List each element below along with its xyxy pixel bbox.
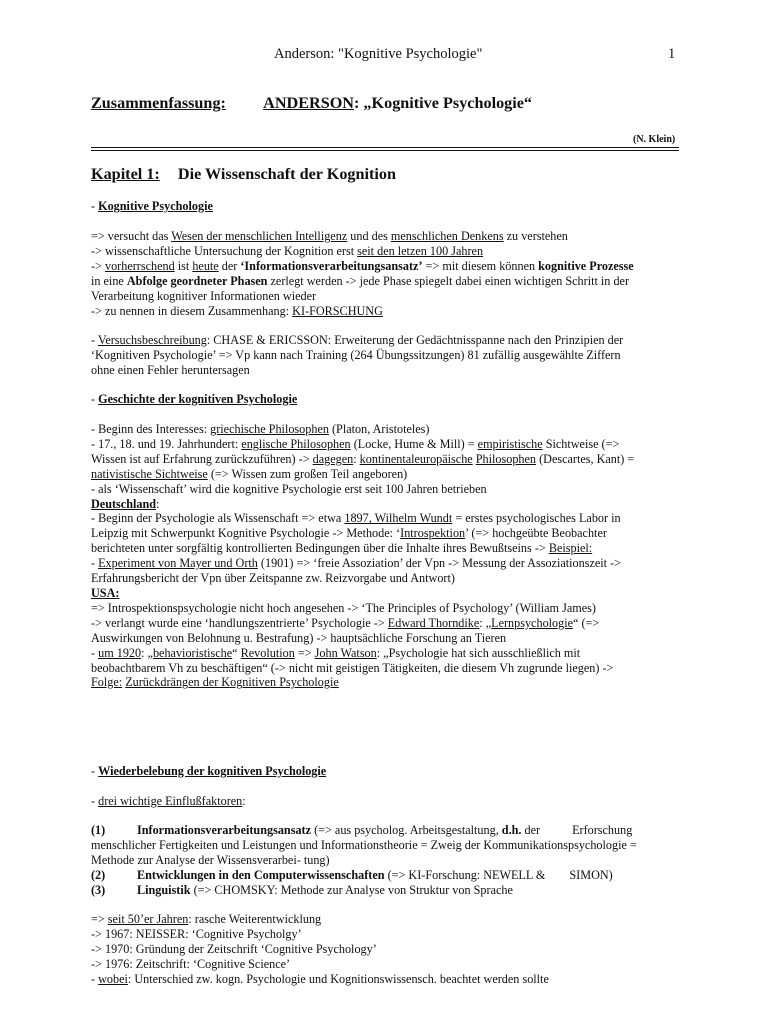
chapter-name: Die Wissenschaft der Kognition <box>177 165 396 183</box>
title-label: Zusammenfassung: <box>91 94 226 112</box>
list-item: (2) Entwicklungen in den Computerwissenschaften (=> KI-Forschung: NEWELL & SIMON) <box>91 867 613 882</box>
section-heading: Wiederbelebung der kognitiven Psychologie <box>98 764 327 778</box>
usa-subheading: USA: <box>91 585 120 600</box>
paragraph-line: nativistische Sichtweise (=> Wissen zum großen Teil angeboren) <box>91 466 408 481</box>
paragraph-line: ohne einen Fehler heruntersagen <box>91 362 250 377</box>
paragraph-line: => versucht das Wesen der menschlichen Intelligenz und des menschlichen Denkens zu verstehen <box>91 229 568 243</box>
einflussfaktoren-list <box>91 823 637 898</box>
section-kognitive-psychologie-heading: - Kognitive Psychologie <box>91 199 213 213</box>
deutschland-subheading: Deutschland: <box>91 496 160 511</box>
paragraph-line: berichteten unter sorgfältig kontrollierten Bedingungen über die Inhalte ihres Bewußtseins -> Beispiel: <box>91 541 593 556</box>
paragraph-line: - als ‘Wissenschaft’ wird die kognitive Psychologie erst seit 100 Jahren betrieben <box>91 481 487 496</box>
paragraph-line: -> wissenschaftliche Untersuchung der Kognition erst seit den letzen 100 Jahren <box>91 243 484 258</box>
paragraph-line: - Beginn der Psychologie als Wissenschaft => etwa 1897, Wilhelm Wundt = erstes psychologisches Labor in <box>91 511 621 526</box>
entwicklung-timeline <box>91 912 549 987</box>
list-item: (3) Linguistik (=> CHOMSKY: Methode zur Analyse von Struktur von Sprache <box>91 882 513 897</box>
paragraph-line: Erfahrungsbericht der Vpn über Zeitspanne zw. Reizvorgabe und Antwort) <box>91 571 455 586</box>
section-geschichte-body <box>91 422 634 690</box>
timeline-item: -> 1967: NEISSER: ‘Cognitive Psycholgy’ <box>91 926 302 941</box>
paragraph-line: Leipzig mit Schwerpunkt Kognitive Psychologie -> Methode: ‘Introspektion’ (=> hochgeübte Beobachter <box>91 526 607 541</box>
paragraph-line: => Introspektionspsychologie nicht hoch angesehen -> ‘The Principles of Psychology’ (William James) <box>91 600 596 615</box>
section-kognitive-psychologie-body <box>91 229 634 318</box>
paragraph-line: menschlicher Fertigkeiten und Leistungen und Informationstheorie = Zweig der Kommunikationspsychologie = <box>91 837 637 852</box>
title-rule-double <box>91 150 679 151</box>
paragraph-line: Folge: Zurückdrängen der Kognitiven Psychologie <box>91 675 339 690</box>
einflussfaktoren-line: - drei wichtige Einflußfaktoren: <box>91 794 246 808</box>
timeline-item: -> 1976: Zeitschrift: ‘Cognitive Science’ <box>91 956 291 971</box>
section-heading: Geschichte der kognitiven Psychologie <box>98 392 298 406</box>
page-number: 1 <box>668 46 676 62</box>
paragraph-line: - Experiment von Mayer und Orth (1901) => ‘freie Assoziation’ der Vpn -> Messung der Assoziationszeit -> <box>91 556 622 571</box>
paragraph-line: -> zu nennen in diesem Zusammenhang: KI-FORSCHUNG <box>91 303 383 318</box>
paragraph-line: - Versuchsbeschreibung: CHASE & ERICSSON: Erweiterung der Gedächtnisspanne nach den Prinzipien der <box>91 333 624 347</box>
paragraph-line: - wobei: Unterschied zw. kogn. Psychologie und Kognitionswissensch. beachtet werden sollte <box>91 971 549 986</box>
section-heading: Kognitive Psychologie <box>98 199 213 213</box>
paragraph-line: Wissen ist auf Erfahrung zurückzuführen) -> dagegen: kontinentaleuropäische Philosophen (Descartes, Kant) = <box>91 451 635 466</box>
paragraph-line: - Beginn des Interesses: griechische Philosophen (Platon, Aristoteles) <box>91 422 430 436</box>
paragraph-line: -> verlangt wurde eine ‘handlungszentrierte’ Psychologie -> Edward Thorndike: „Lernpsychologie“ (=> <box>91 615 600 630</box>
paragraph-line: - 17., 18. und 19. Jahrhundert: englische Philosophen (Locke, Hume & Mill) = empiristische Sichtweise (=> <box>91 436 620 451</box>
author-credit: (N. Klein) <box>633 134 676 145</box>
paragraph-line: Verarbeitung kognitiver Informationen wieder <box>91 288 317 303</box>
title-author: ANDERSON <box>263 94 354 112</box>
paragraph-line: -> vorherrschend ist heute der ‘Informationsverarbeitungsansatz’ => mit diesem können kognitive Prozesse <box>91 258 634 273</box>
paragraph-line: Methode zur Analyse der Wissensverarbei- tung) <box>91 852 330 867</box>
paragraph-line: => seit 50’er Jahren: rasche Weiterentwicklung <box>91 912 322 926</box>
section-geschichte-heading: - Geschichte der kognitiven Psychologie <box>91 392 298 406</box>
chapter-heading <box>91 165 396 184</box>
paragraph-line: ‘Kognitiven Psychologie’ => Vp kann nach Training (264 Übungssitzungen) 81 zufällig ausgewählte Ziffern <box>91 347 621 362</box>
chapter-label: Kapitel 1: <box>91 165 160 183</box>
timeline-item: -> 1970: Gründung der Zeitschrift ‘Cognitive Psychology’ <box>91 941 377 956</box>
paragraph-line: Auswirkungen von Belohnung u. Bestrafung) -> hauptsächliche Forschung an Tieren <box>91 630 507 645</box>
paragraph-line: beobachtbarem Vh zu beschäftigen“ (-> nicht mit geistigen Tätigkeiten, die diesem Vh zugrunde liegen) -> <box>91 660 614 675</box>
running-header-title: Anderson: "Kognitive Psychologie" <box>274 46 483 62</box>
document-title <box>91 94 532 113</box>
list-item: (1) Informationsverarbeitungsansatz (=> aus psycholog. Arbeitsgestaltung, d.h. der Erforschung <box>91 823 633 837</box>
versuchsbeschreibung-paragraph <box>91 333 623 378</box>
paragraph-line: - um 1920: „behavioristische“ Revolution => John Watson: „Psychologie hat sich ausschließlich mit <box>91 645 581 660</box>
title-rule <box>91 147 679 148</box>
section-wiederbelebung-heading: - Wiederbelebung der kognitiven Psychologie <box>91 764 327 778</box>
title-book: : „Kognitive Psychologie“ <box>353 94 533 112</box>
paragraph-line: in eine Abfolge geordneter Phasen zerlegt werden -> jede Phase spiegelt dabei einen wichtigen Schritt in der <box>91 273 630 288</box>
